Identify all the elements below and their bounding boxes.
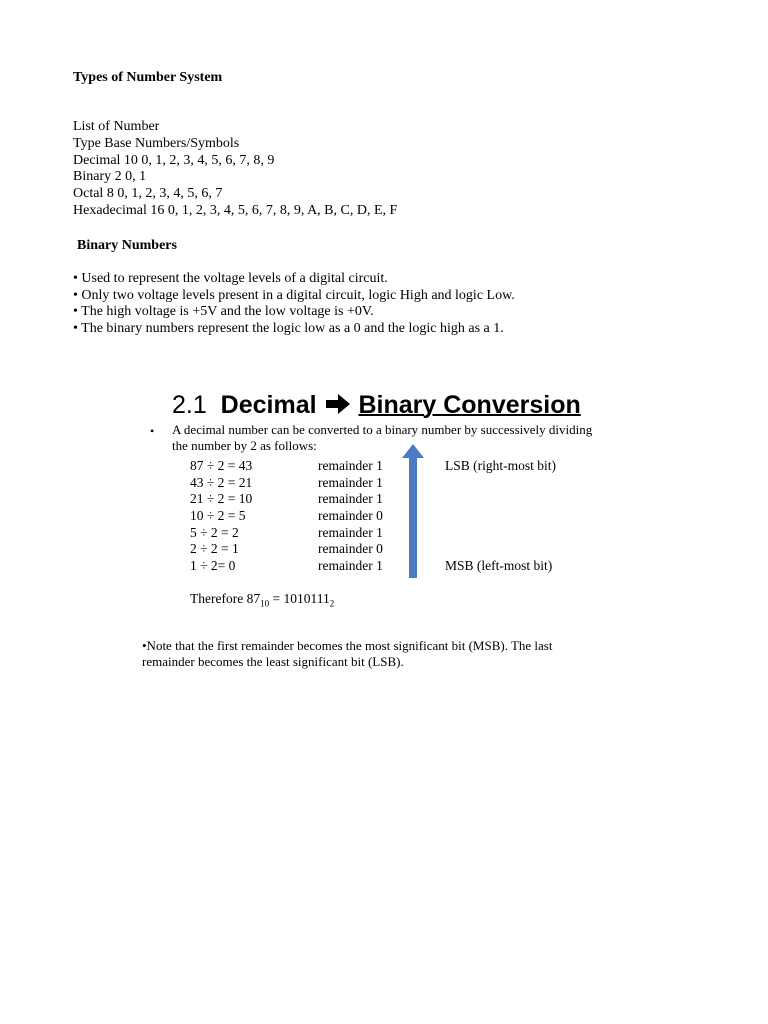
division-step: 2 ÷ 2 = 1 [190, 541, 239, 557]
figure-title-left: Decimal [220, 391, 317, 419]
bullet-item: • Used to represent the voltage levels of a digital circuit. [73, 271, 388, 286]
division-step: 43 ÷ 2 = 21 [190, 474, 253, 490]
list-item: Type Base Numbers/Symbols [73, 135, 240, 151]
division-step: 21 ÷ 2 = 10 [190, 491, 253, 507]
bullet-item: • Only two voltage levels present in a digital circuit, logic High and logic Low. [73, 287, 515, 303]
division-step: 5 ÷ 2 = 2 [190, 524, 239, 540]
bullet-item: • The binary numbers represent the logic low as a 0 and the logic high as a 1. [73, 320, 504, 336]
page-heading: Types of Number System [73, 70, 223, 85]
division-step: 87 ÷ 2 = 43 [190, 458, 253, 473]
result-line [190, 591, 334, 609]
remainder: remainder 0 [318, 541, 383, 557]
binary-bullets [73, 271, 515, 337]
figure-title [172, 390, 581, 421]
remainder: remainder 1 [318, 558, 383, 574]
remainder: remainder 0 [318, 508, 383, 524]
intro-line: A decimal number can be converted to a binary number by successively dividing [172, 422, 593, 437]
conversion-figure [140, 388, 640, 688]
list-item: List of Number [73, 119, 160, 134]
bullet-item: • The high voltage is +5V and the low voltage is +0V. [73, 304, 374, 320]
figure-number: 2.1 [172, 391, 207, 419]
note-line: remainder becomes the least significant bit (LSB). [142, 654, 404, 669]
division-step: 1 ÷ 2= 0 [190, 558, 236, 574]
list-item: Octal 8 0, 1, 2, 3, 4, 5, 6, 7 [73, 186, 223, 202]
result-base-2: 2 [329, 598, 335, 609]
figure-title-right: Binary Conversion [358, 391, 581, 419]
binary-heading: Binary Numbers [77, 238, 177, 253]
bit-note: LSB (right-most bit) [445, 458, 556, 473]
division-step: 10 ÷ 2 = 5 [190, 508, 246, 524]
list-item: Binary 2 0, 1 [73, 169, 147, 185]
note-line: •Note that the first remainder becomes the most significant bit (MSB). The last [142, 638, 553, 653]
result-binary: = 1010111 [269, 591, 330, 606]
intro-line: the number by 2 as follows: [172, 437, 317, 453]
remainder: remainder 1 [318, 474, 383, 490]
right-arrow-icon [326, 391, 350, 421]
bit-note: MSB (left-most bit) [445, 558, 553, 574]
number-system-list [73, 119, 397, 220]
result-base-10: 10 [260, 598, 270, 609]
list-item: Decimal 10 0, 1, 2, 3, 4, 5, 6, 7, 8, 9 [73, 152, 275, 168]
result-prefix: Therefore 87 [190, 591, 261, 606]
remainder: remainder 1 [318, 524, 383, 540]
figure-bullet: • [150, 424, 155, 438]
figure-intro [172, 422, 592, 453]
list-item: Hexadecimal 16 0, 1, 2, 3, 4, 5, 6, 7, 8, 9, A, B, C, D, E, F [73, 202, 398, 218]
remainder: remainder 1 [318, 458, 383, 473]
remainder: remainder 1 [318, 491, 383, 507]
up-arrow-icon [402, 444, 424, 578]
figure-note [142, 638, 552, 670]
